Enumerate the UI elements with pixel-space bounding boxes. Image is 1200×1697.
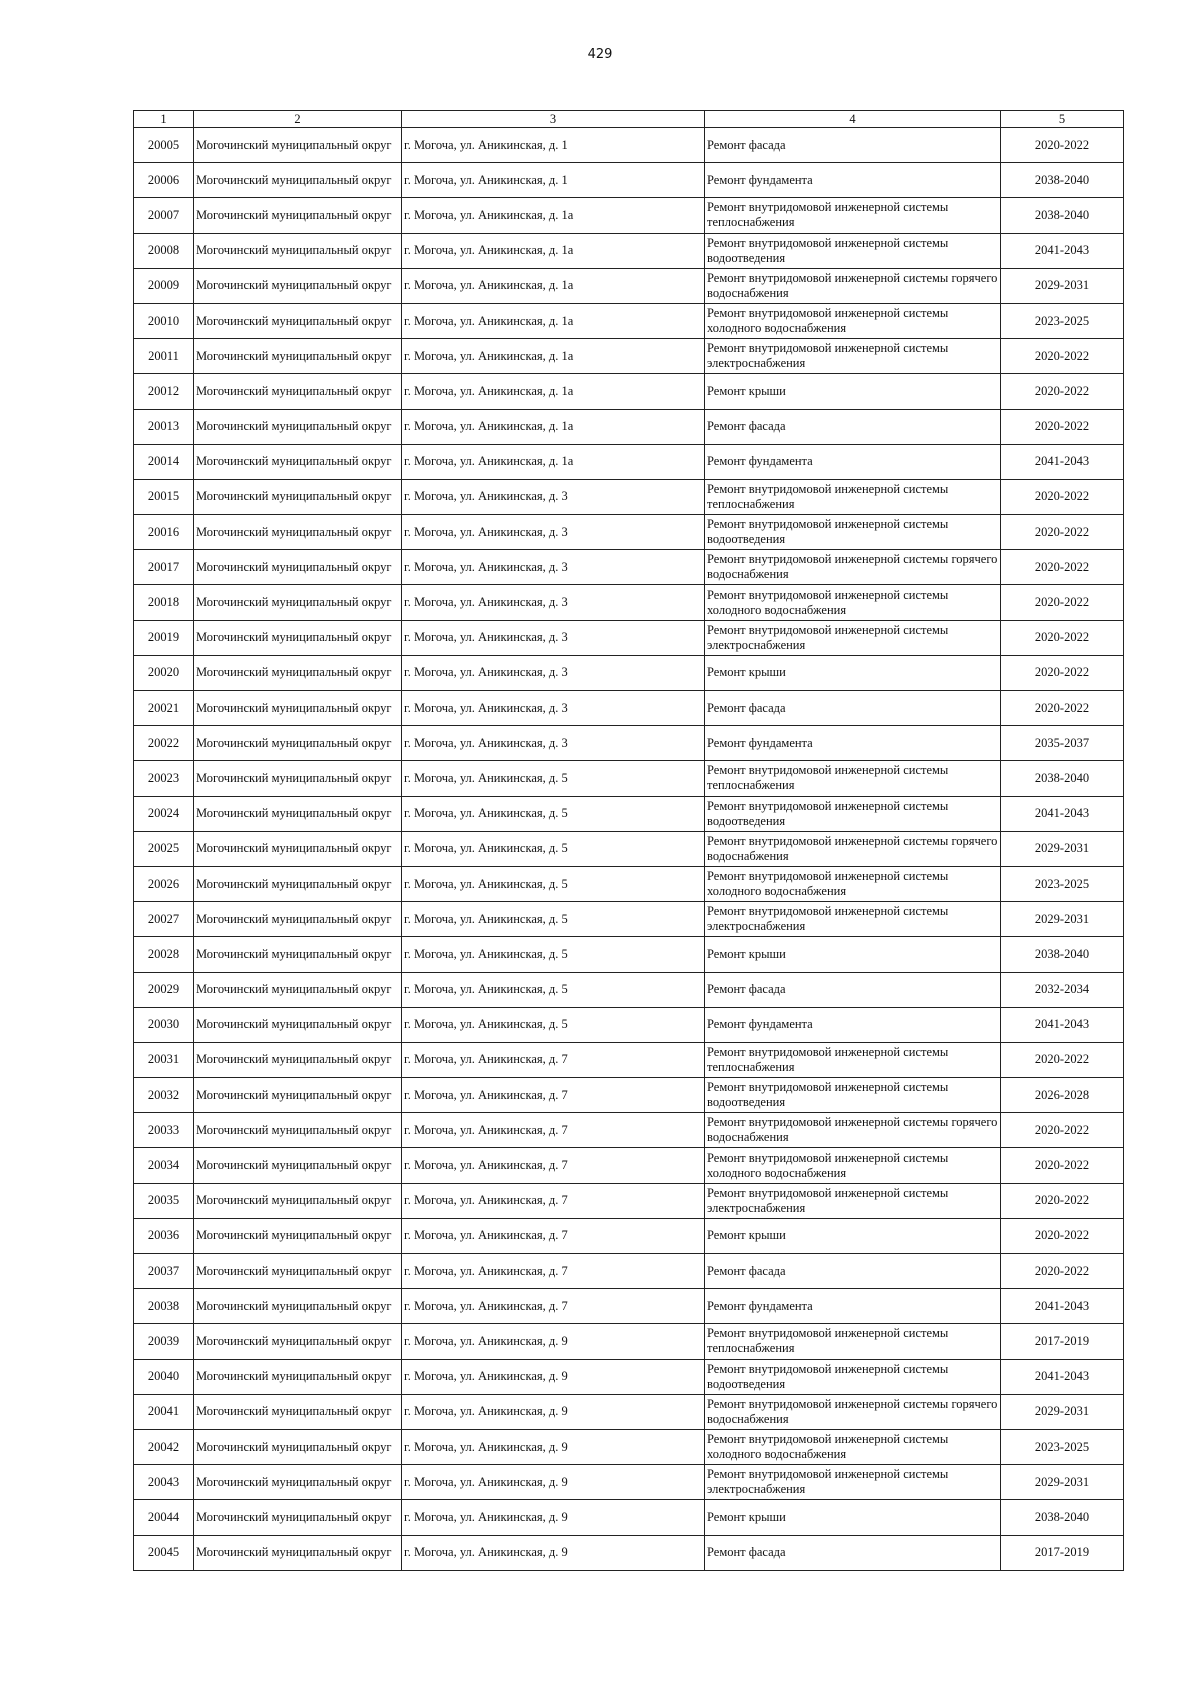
row-number-cell: 20036 xyxy=(134,1218,194,1253)
district-cell: Могочинский муниципальный округ xyxy=(194,515,402,550)
period-cell: 2029-2031 xyxy=(1001,1465,1124,1500)
work-type-cell: Ремонт крыши xyxy=(705,937,1001,972)
district-cell: Могочинский муниципальный округ xyxy=(194,1429,402,1464)
period-cell: 2020-2022 xyxy=(1001,1218,1124,1253)
work-type-cell: Ремонт фундамента xyxy=(705,444,1001,479)
table-row xyxy=(134,1183,1124,1218)
row-number-cell: 20010 xyxy=(134,303,194,338)
period-cell: 2020-2022 xyxy=(1001,479,1124,514)
table-row xyxy=(134,1429,1124,1464)
table-row xyxy=(134,726,1124,761)
period-cell: 2020-2022 xyxy=(1001,1042,1124,1077)
district-cell: Могочинский муниципальный округ xyxy=(194,655,402,690)
table-row xyxy=(134,831,1124,866)
address-cell: г. Могоча, ул. Аникинская, д. 1а xyxy=(402,303,705,338)
table-row xyxy=(134,1078,1124,1113)
district-cell: Могочинский муниципальный округ xyxy=(194,796,402,831)
work-type-cell: Ремонт фасада xyxy=(705,128,1001,163)
address-cell: г. Могоча, ул. Аникинская, д. 1 xyxy=(402,128,705,163)
work-type-cell: Ремонт внутридомовой инженерной системы горячего водоснабжения xyxy=(705,1394,1001,1429)
work-type-cell: Ремонт внутридомовой инженерной системы теплоснабжения xyxy=(705,479,1001,514)
district-cell: Могочинский муниципальный округ xyxy=(194,1359,402,1394)
address-cell: г. Могоча, ул. Аникинская, д. 1а xyxy=(402,198,705,233)
work-type-cell: Ремонт внутридомовой инженерной системы водоотведения xyxy=(705,796,1001,831)
table-row xyxy=(134,796,1124,831)
address-cell: г. Могоча, ул. Аникинская, д. 3 xyxy=(402,515,705,550)
work-type-cell: Ремонт внутридомовой инженерной системы холодного водоснабжения xyxy=(705,866,1001,901)
period-cell: 2029-2031 xyxy=(1001,1394,1124,1429)
period-cell: 2023-2025 xyxy=(1001,303,1124,338)
column-header-4: 4 xyxy=(705,111,1001,128)
table-row xyxy=(134,655,1124,690)
row-number-cell: 20020 xyxy=(134,655,194,690)
row-number-cell: 20007 xyxy=(134,198,194,233)
period-cell: 2020-2022 xyxy=(1001,585,1124,620)
district-cell: Могочинский муниципальный округ xyxy=(194,620,402,655)
period-cell: 2038-2040 xyxy=(1001,1500,1124,1535)
row-number-cell: 20023 xyxy=(134,761,194,796)
row-number-cell: 20012 xyxy=(134,374,194,409)
row-number-cell: 20013 xyxy=(134,409,194,444)
work-type-cell: Ремонт внутридомовой инженерной системы горячего водоснабжения xyxy=(705,831,1001,866)
period-cell: 2020-2022 xyxy=(1001,620,1124,655)
district-cell: Могочинский муниципальный округ xyxy=(194,550,402,585)
district-cell: Могочинский муниципальный округ xyxy=(194,374,402,409)
period-cell: 2026-2028 xyxy=(1001,1078,1124,1113)
period-cell: 2023-2025 xyxy=(1001,866,1124,901)
district-cell: Могочинский муниципальный округ xyxy=(194,1042,402,1077)
work-type-cell: Ремонт фасада xyxy=(705,972,1001,1007)
district-cell: Могочинский муниципальный округ xyxy=(194,479,402,514)
row-number-cell: 20016 xyxy=(134,515,194,550)
table-row xyxy=(134,1042,1124,1077)
address-cell: г. Могоча, ул. Аникинская, д. 9 xyxy=(402,1535,705,1570)
table-row xyxy=(134,620,1124,655)
district-cell: Могочинский муниципальный округ xyxy=(194,1148,402,1183)
work-type-cell: Ремонт внутридомовой инженерной системы водоотведения xyxy=(705,233,1001,268)
period-cell: 2029-2031 xyxy=(1001,831,1124,866)
row-number-cell: 20044 xyxy=(134,1500,194,1535)
district-cell: Могочинский муниципальный округ xyxy=(194,902,402,937)
work-type-cell: Ремонт фундамента xyxy=(705,726,1001,761)
period-cell: 2020-2022 xyxy=(1001,128,1124,163)
district-cell: Могочинский муниципальный округ xyxy=(194,163,402,198)
work-type-cell: Ремонт внутридомовой инженерной системы электроснабжения xyxy=(705,902,1001,937)
district-cell: Могочинский муниципальный округ xyxy=(194,303,402,338)
period-cell: 2032-2034 xyxy=(1001,972,1124,1007)
work-type-cell: Ремонт внутридомовой инженерной системы теплоснабжения xyxy=(705,761,1001,796)
address-cell: г. Могоча, ул. Аникинская, д. 5 xyxy=(402,1007,705,1042)
period-cell: 2020-2022 xyxy=(1001,515,1124,550)
work-type-cell: Ремонт внутридомовой инженерной системы теплоснабжения xyxy=(705,198,1001,233)
district-cell: Могочинский муниципальный округ xyxy=(194,339,402,374)
district-cell: Могочинский муниципальный округ xyxy=(194,1078,402,1113)
table-row xyxy=(134,1218,1124,1253)
row-number-cell: 20033 xyxy=(134,1113,194,1148)
table-row xyxy=(134,1148,1124,1183)
period-cell: 2020-2022 xyxy=(1001,1254,1124,1289)
address-cell: г. Могоча, ул. Аникинская, д. 1а xyxy=(402,409,705,444)
district-cell: Могочинский муниципальный округ xyxy=(194,972,402,1007)
district-cell: Могочинский муниципальный округ xyxy=(194,1324,402,1359)
table-row xyxy=(134,198,1124,233)
period-cell: 2020-2022 xyxy=(1001,374,1124,409)
address-cell: г. Могоча, ул. Аникинская, д. 7 xyxy=(402,1218,705,1253)
table-row xyxy=(134,937,1124,972)
table-row xyxy=(134,866,1124,901)
district-cell: Могочинский муниципальный округ xyxy=(194,691,402,726)
table-row xyxy=(134,1289,1124,1324)
address-cell: г. Могоча, ул. Аникинская, д. 5 xyxy=(402,796,705,831)
district-cell: Могочинский муниципальный округ xyxy=(194,866,402,901)
address-cell: г. Могоча, ул. Аникинская, д. 3 xyxy=(402,655,705,690)
address-cell: г. Могоча, ул. Аникинская, д. 3 xyxy=(402,585,705,620)
table-row xyxy=(134,268,1124,303)
period-cell: 2041-2043 xyxy=(1001,444,1124,479)
table-row xyxy=(134,515,1124,550)
work-type-cell: Ремонт внутридомовой инженерной системы теплоснабжения xyxy=(705,1042,1001,1077)
address-cell: г. Могоча, ул. Аникинская, д. 7 xyxy=(402,1078,705,1113)
row-number-cell: 20027 xyxy=(134,902,194,937)
address-cell: г. Могоча, ул. Аникинская, д. 9 xyxy=(402,1429,705,1464)
row-number-cell: 20019 xyxy=(134,620,194,655)
address-cell: г. Могоча, ул. Аникинская, д. 1 xyxy=(402,163,705,198)
address-cell: г. Могоча, ул. Аникинская, д. 5 xyxy=(402,902,705,937)
period-cell: 2041-2043 xyxy=(1001,1289,1124,1324)
work-type-cell: Ремонт фасада xyxy=(705,409,1001,444)
address-cell: г. Могоча, ул. Аникинская, д. 5 xyxy=(402,972,705,1007)
address-cell: г. Могоча, ул. Аникинская, д. 7 xyxy=(402,1289,705,1324)
table-row xyxy=(134,444,1124,479)
table-row xyxy=(134,972,1124,1007)
period-cell: 2041-2043 xyxy=(1001,1359,1124,1394)
table-row xyxy=(134,479,1124,514)
row-number-cell: 20042 xyxy=(134,1429,194,1464)
row-number-cell: 20011 xyxy=(134,339,194,374)
row-number-cell: 20026 xyxy=(134,866,194,901)
row-number-cell: 20041 xyxy=(134,1394,194,1429)
row-number-cell: 20015 xyxy=(134,479,194,514)
row-number-cell: 20022 xyxy=(134,726,194,761)
address-cell: г. Могоча, ул. Аникинская, д. 3 xyxy=(402,691,705,726)
work-type-cell: Ремонт внутридомовой инженерной системы электроснабжения xyxy=(705,339,1001,374)
address-cell: г. Могоча, ул. Аникинская, д. 7 xyxy=(402,1183,705,1218)
work-type-cell: Ремонт фундамента xyxy=(705,163,1001,198)
address-cell: г. Могоча, ул. Аникинская, д. 3 xyxy=(402,620,705,655)
work-type-cell: Ремонт внутридомовой инженерной системы водоотведения xyxy=(705,1078,1001,1113)
row-number-cell: 20034 xyxy=(134,1148,194,1183)
work-type-cell: Ремонт крыши xyxy=(705,1500,1001,1535)
work-type-cell: Ремонт внутридомовой инженерной системы горячего водоснабжения xyxy=(705,550,1001,585)
row-number-cell: 20038 xyxy=(134,1289,194,1324)
table-row xyxy=(134,691,1124,726)
work-type-cell: Ремонт внутридомовой инженерной системы электроснабжения xyxy=(705,1465,1001,1500)
period-cell: 2041-2043 xyxy=(1001,1007,1124,1042)
table-row xyxy=(134,128,1124,163)
page-number: 429 xyxy=(587,47,613,62)
work-type-cell: Ремонт внутридомовой инженерной системы горячего водоснабжения xyxy=(705,1113,1001,1148)
address-cell: г. Могоча, ул. Аникинская, д. 7 xyxy=(402,1254,705,1289)
row-number-cell: 20025 xyxy=(134,831,194,866)
row-number-cell: 20029 xyxy=(134,972,194,1007)
row-number-cell: 20017 xyxy=(134,550,194,585)
work-type-cell: Ремонт внутридомовой инженерной системы холодного водоснабжения xyxy=(705,585,1001,620)
row-number-cell: 20008 xyxy=(134,233,194,268)
address-cell: г. Могоча, ул. Аникинская, д. 3 xyxy=(402,550,705,585)
district-cell: Могочинский муниципальный округ xyxy=(194,1183,402,1218)
address-cell: г. Могоча, ул. Аникинская, д. 7 xyxy=(402,1042,705,1077)
work-type-cell: Ремонт фундамента xyxy=(705,1007,1001,1042)
period-cell: 2038-2040 xyxy=(1001,761,1124,796)
table-row xyxy=(134,163,1124,198)
period-cell: 2035-2037 xyxy=(1001,726,1124,761)
district-cell: Могочинский муниципальный округ xyxy=(194,1254,402,1289)
table-row xyxy=(134,1535,1124,1570)
column-header-3: 3 xyxy=(402,111,705,128)
row-number-cell: 20031 xyxy=(134,1042,194,1077)
table-row xyxy=(134,585,1124,620)
address-cell: г. Могоча, ул. Аникинская, д. 1а xyxy=(402,233,705,268)
work-type-cell: Ремонт фасада xyxy=(705,1535,1001,1570)
address-cell: г. Могоча, ул. Аникинская, д. 3 xyxy=(402,479,705,514)
table-row xyxy=(134,1359,1124,1394)
district-cell: Могочинский муниципальный округ xyxy=(194,831,402,866)
address-cell: г. Могоча, ул. Аникинская, д. 1а xyxy=(402,444,705,479)
district-cell: Могочинский муниципальный округ xyxy=(194,444,402,479)
work-type-cell: Ремонт фасада xyxy=(705,691,1001,726)
period-cell: 2020-2022 xyxy=(1001,1113,1124,1148)
period-cell: 2020-2022 xyxy=(1001,339,1124,374)
district-cell: Могочинский муниципальный округ xyxy=(194,409,402,444)
row-number-cell: 20045 xyxy=(134,1535,194,1570)
address-cell: г. Могоча, ул. Аникинская, д. 3 xyxy=(402,726,705,761)
district-cell: Могочинский муниципальный округ xyxy=(194,1289,402,1324)
address-cell: г. Могоча, ул. Аникинская, д. 9 xyxy=(402,1359,705,1394)
work-type-cell: Ремонт фасада xyxy=(705,1254,1001,1289)
work-type-cell: Ремонт внутридомовой инженерной системы холодного водоснабжения xyxy=(705,1429,1001,1464)
address-cell: г. Могоча, ул. Аникинская, д. 9 xyxy=(402,1394,705,1429)
row-number-cell: 20040 xyxy=(134,1359,194,1394)
district-cell: Могочинский муниципальный округ xyxy=(194,268,402,303)
district-cell: Могочинский муниципальный округ xyxy=(194,1465,402,1500)
table-row xyxy=(134,1324,1124,1359)
period-cell: 2017-2019 xyxy=(1001,1535,1124,1570)
row-number-cell: 20021 xyxy=(134,691,194,726)
period-cell: 2038-2040 xyxy=(1001,937,1124,972)
district-cell: Могочинский муниципальный округ xyxy=(194,198,402,233)
work-type-cell: Ремонт внутридомовой инженерной системы электроснабжения xyxy=(705,1183,1001,1218)
column-header-2: 2 xyxy=(194,111,402,128)
row-number-cell: 20014 xyxy=(134,444,194,479)
district-cell: Могочинский муниципальный округ xyxy=(194,585,402,620)
row-number-cell: 20043 xyxy=(134,1465,194,1500)
district-cell: Могочинский муниципальный округ xyxy=(194,1394,402,1429)
row-number-cell: 20005 xyxy=(134,128,194,163)
work-type-cell: Ремонт внутридомовой инженерной системы холодного водоснабжения xyxy=(705,1148,1001,1183)
table-row xyxy=(134,1254,1124,1289)
period-cell: 2020-2022 xyxy=(1001,1148,1124,1183)
address-cell: г. Могоча, ул. Аникинская, д. 1а xyxy=(402,339,705,374)
period-cell: 2020-2022 xyxy=(1001,550,1124,585)
address-cell: г. Могоча, ул. Аникинская, д. 1а xyxy=(402,374,705,409)
address-cell: г. Могоча, ул. Аникинская, д. 5 xyxy=(402,831,705,866)
row-number-cell: 20028 xyxy=(134,937,194,972)
table-row xyxy=(134,303,1124,338)
work-type-cell: Ремонт внутридомовой инженерной системы горячего водоснабжения xyxy=(705,268,1001,303)
district-cell: Могочинский муниципальный округ xyxy=(194,1113,402,1148)
address-cell: г. Могоча, ул. Аникинская, д. 7 xyxy=(402,1148,705,1183)
period-cell: 2041-2043 xyxy=(1001,796,1124,831)
work-type-cell: Ремонт внутридомовой инженерной системы водоотведения xyxy=(705,1359,1001,1394)
work-type-cell: Ремонт фундамента xyxy=(705,1289,1001,1324)
row-number-cell: 20018 xyxy=(134,585,194,620)
row-number-cell: 20039 xyxy=(134,1324,194,1359)
district-cell: Могочинский муниципальный округ xyxy=(194,1535,402,1570)
period-cell: 2020-2022 xyxy=(1001,409,1124,444)
table-header-row xyxy=(134,111,1124,128)
row-number-cell: 20024 xyxy=(134,796,194,831)
table-row xyxy=(134,1113,1124,1148)
table-row xyxy=(134,902,1124,937)
capital-repair-table xyxy=(133,110,1124,1571)
row-number-cell: 20009 xyxy=(134,268,194,303)
table-row xyxy=(134,1394,1124,1429)
district-cell: Могочинский муниципальный округ xyxy=(194,128,402,163)
row-number-cell: 20037 xyxy=(134,1254,194,1289)
address-cell: г. Могоча, ул. Аникинская, д. 5 xyxy=(402,866,705,901)
work-type-cell: Ремонт внутридомовой инженерной системы водоотведения xyxy=(705,515,1001,550)
table-row xyxy=(134,233,1124,268)
table-row xyxy=(134,1007,1124,1042)
period-cell: 2020-2022 xyxy=(1001,691,1124,726)
row-number-cell: 20032 xyxy=(134,1078,194,1113)
table-row xyxy=(134,409,1124,444)
period-cell: 2020-2022 xyxy=(1001,1183,1124,1218)
address-cell: г. Могоча, ул. Аникинская, д. 7 xyxy=(402,1113,705,1148)
table-row xyxy=(134,761,1124,796)
table-row xyxy=(134,374,1124,409)
district-cell: Могочинский муниципальный округ xyxy=(194,1218,402,1253)
column-header-1: 1 xyxy=(134,111,194,128)
district-cell: Могочинский муниципальный округ xyxy=(194,761,402,796)
row-number-cell: 20006 xyxy=(134,163,194,198)
district-cell: Могочинский муниципальный округ xyxy=(194,233,402,268)
row-number-cell: 20035 xyxy=(134,1183,194,1218)
district-cell: Могочинский муниципальный округ xyxy=(194,1500,402,1535)
table-row xyxy=(134,1500,1124,1535)
work-type-cell: Ремонт внутридомовой инженерной системы теплоснабжения xyxy=(705,1324,1001,1359)
address-cell: г. Могоча, ул. Аникинская, д. 9 xyxy=(402,1465,705,1500)
work-type-cell: Ремонт крыши xyxy=(705,374,1001,409)
address-cell: г. Могоча, ул. Аникинская, д. 1а xyxy=(402,268,705,303)
period-cell: 2041-2043 xyxy=(1001,233,1124,268)
address-cell: г. Могоча, ул. Аникинская, д. 5 xyxy=(402,937,705,972)
period-cell: 2023-2025 xyxy=(1001,1429,1124,1464)
district-cell: Могочинский муниципальный округ xyxy=(194,1007,402,1042)
table-row xyxy=(134,339,1124,374)
work-type-cell: Ремонт крыши xyxy=(705,1218,1001,1253)
row-number-cell: 20030 xyxy=(134,1007,194,1042)
period-cell: 2029-2031 xyxy=(1001,902,1124,937)
period-cell: 2029-2031 xyxy=(1001,268,1124,303)
address-cell: г. Могоча, ул. Аникинская, д. 5 xyxy=(402,761,705,796)
table-row xyxy=(134,550,1124,585)
address-cell: г. Могоча, ул. Аникинская, д. 9 xyxy=(402,1500,705,1535)
period-cell: 2038-2040 xyxy=(1001,198,1124,233)
table-row xyxy=(134,1465,1124,1500)
period-cell: 2020-2022 xyxy=(1001,655,1124,690)
district-cell: Могочинский муниципальный округ xyxy=(194,937,402,972)
address-cell: г. Могоча, ул. Аникинская, д. 9 xyxy=(402,1324,705,1359)
district-cell: Могочинский муниципальный округ xyxy=(194,726,402,761)
work-type-cell: Ремонт внутридомовой инженерной системы холодного водоснабжения xyxy=(705,303,1001,338)
period-cell: 2017-2019 xyxy=(1001,1324,1124,1359)
column-header-5: 5 xyxy=(1001,111,1124,128)
work-type-cell: Ремонт внутридомовой инженерной системы электроснабжения xyxy=(705,620,1001,655)
table-body xyxy=(134,128,1124,1571)
work-type-cell: Ремонт крыши xyxy=(705,655,1001,690)
period-cell: 2038-2040 xyxy=(1001,163,1124,198)
